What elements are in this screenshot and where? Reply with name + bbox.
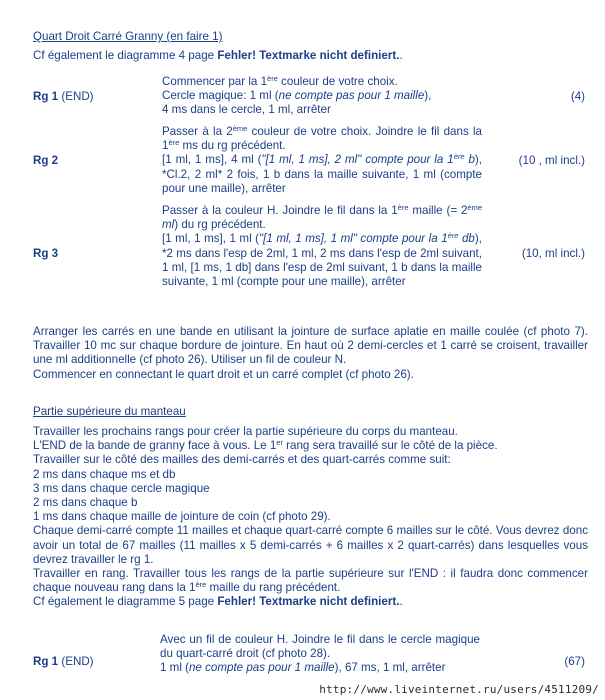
- body-line: Travailler en rang. Travailler tous les rangs de la partie supérieure sur l'END : il faudra donc commencer chaque nouveau rang dans la 1ère maille du rang précédent.: [33, 567, 588, 595]
- ref-prefix: Cf également le diagramme 4 page: [33, 49, 218, 62]
- instruction-line: 1 ml (ne compte pas pour 1 maille), 67 ms, 1 ml, arrêter: [160, 661, 446, 675]
- row-count-rg2: (10 , ml incl.): [518, 154, 585, 167]
- row-count-rg3: (10, ml incl.): [521, 247, 585, 260]
- instruction-line: [1 ml, 1 ms], 4 ml ("[1 ml, 1 ms], 2 ml" compte pour la 1ère b), *Cl.2, 2 ml* 2 fois, 1 b dans la maille suivante, 1 ml (compte pour une maille), arrêter: [162, 152, 482, 195]
- row-number: Rg 1: [33, 655, 59, 668]
- instruction-line: Avec un fil de couleur H. Joindre le fil dans le cercle magique du quart-carré droit (cf photo 28).: [160, 633, 480, 661]
- row-number: Rg 1: [33, 90, 59, 103]
- instruction-line: 4 ms dans le cercle, 1 ml, arrêter: [162, 103, 331, 117]
- body-line: 3 ms dans chaque cercle magique: [33, 481, 210, 495]
- instruction-line: Passer à la couleur H. Joindre le fil dans la 1ère maille (= 2ème ml) du rg précédent.: [162, 203, 482, 232]
- instruction-line: Cercle magique: 1 ml (ne compte pas pour 1 maille),: [162, 89, 432, 103]
- partie-superieure-body: [33, 425, 588, 610]
- ref-error-text: Fehler! Textmarke nicht definiert.: [217, 595, 400, 609]
- row-label-rg1: [33, 90, 94, 104]
- ref-suffix: .: [399, 595, 403, 609]
- row-count-final-rg1: (67): [564, 655, 585, 668]
- body-line: 1 ms dans chaque maille de jointure de coin (cf photo 29).: [33, 510, 331, 524]
- diagram-reference-1: [33, 49, 403, 63]
- row-count-rg1: (4): [570, 90, 585, 103]
- row-side: (END): [58, 655, 94, 668]
- row-instructions-final-rg1: [160, 633, 480, 676]
- section-title-quart-droit: Quart Droit Carré Granny (en faire 1): [33, 30, 223, 43]
- instruction-line: Passer à la 2ème couleur de votre choix. Joindre le fil dans la 1ère ms du rg précédent.: [162, 124, 482, 153]
- section-title-partie-superieure: Partie supérieure du manteau: [33, 405, 186, 418]
- row-number: Rg 3: [33, 247, 59, 260]
- ref-error-text: Fehler! Textmarke nicht definiert.: [217, 49, 400, 62]
- body-line: Chaque demi-carré compte 11 mailles et chaque quart-carré compte 6 mailles sur le côté. Vous devrez donc avoir un total de 67 mailles (11 mailles x 5 demi-carrés + 6 mailles x 2 quart-carrés) dans lesquelles vous devrez travailler le rg 1.: [33, 524, 588, 566]
- row-label-rg3: [33, 247, 58, 261]
- watermark-url: http://www.liveinternet.ru/users/4511209/: [319, 682, 599, 696]
- instruction-line: [1 ml, 1 ms], 1 ml ("[1 ml, 1 ms], 1 ml" compte pour la 1ère db), *2 ms dans l'esp de 2ml, 1 ml, 2 ms dans l'esp de 2ml suivant, 1 ml, [1 ms, 1 db] dans l'esp de 2ml suivant, 1 b dans la maille suivante, 1 ml (compte pour une maille), arrêter: [162, 231, 482, 289]
- body-line: 2 ms dans chaque b: [33, 496, 138, 510]
- ref-suffix: .: [399, 49, 403, 62]
- body-line: Travailler les prochains rangs pour créer la partie supérieure du corps du manteau.: [33, 425, 458, 438]
- ref-prefix: Cf également le diagramme 5 page: [33, 595, 218, 609]
- diagram-reference-2: [33, 595, 588, 609]
- row-instructions-rg3: [162, 204, 482, 289]
- instruction-line: Commencer par la 1ère couleur de votre choix.: [162, 74, 398, 88]
- assembly-text-2: Commencer en connectant le quart droit et un carré complet (cf photo 26).: [33, 367, 414, 381]
- row-number: Rg 2: [33, 154, 59, 167]
- body-line: L'END de la bande de granny face à vous. Le 1er rang sera travaillé sur le côté de la pièce.: [33, 438, 498, 453]
- row-instructions-rg1: [162, 75, 482, 118]
- body-line: 2 ms dans chaque ms et db: [33, 467, 176, 481]
- row-side: (END): [58, 90, 94, 103]
- assembly-paragraph: [33, 325, 588, 382]
- row-label-final-rg1: [33, 655, 94, 669]
- row-instructions-rg2: [162, 125, 482, 196]
- body-line: Travailler sur le côté des mailles des demi-carrés et des quart-carrés comme suit:: [33, 453, 451, 467]
- row-label-rg2: [33, 154, 58, 168]
- assembly-text: Arranger les carrés en une bande en utilisant la jointure de surface aplatie en maille coulée (cf photo 7). Travailler 10 mc sur chaque bordure de jointure. En haut où 2 demi-cercles et 1 carré se croisent, travailler une ml additionnelle (cf photo 26). Utiliser un fil de couleur N.: [33, 325, 588, 367]
